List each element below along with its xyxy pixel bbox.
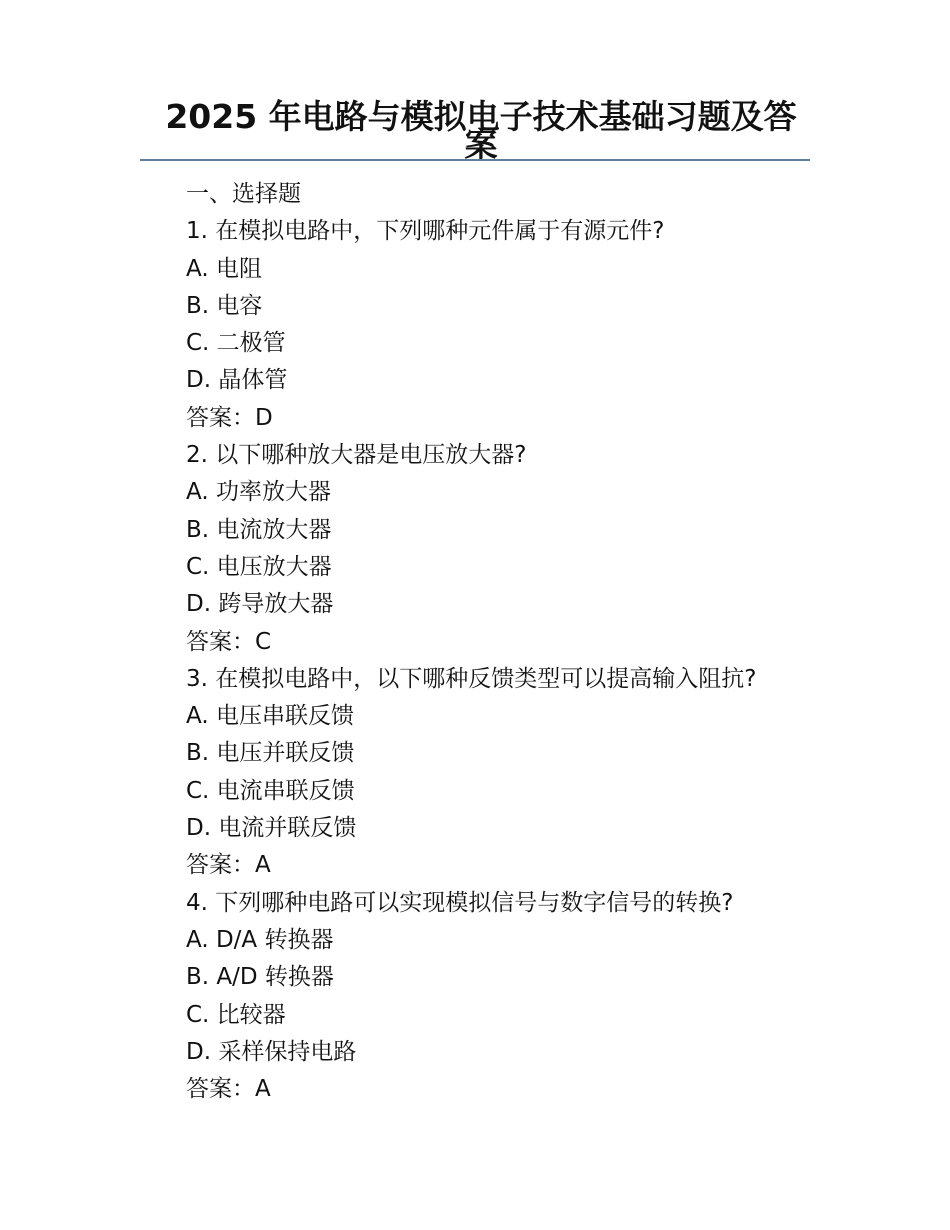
question-block-4 <box>186 885 826 1109</box>
document-title: 2025 年电路与模拟电子技术基础习题及答案 <box>165 97 797 164</box>
question-block-1 <box>186 213 826 437</box>
option-c: C. 二极管 <box>186 330 286 357</box>
answer-text: 答案：A <box>186 1076 271 1103</box>
answer-text: 答案：D <box>186 404 273 431</box>
section-heading: 一、选择题 <box>186 181 301 207</box>
title-block <box>140 97 810 164</box>
option-b: B. 电流放大器 <box>186 516 332 543</box>
option-c: C. 电压放大器 <box>186 553 332 580</box>
question-text: 4. 下列哪种电路可以实现模拟信号与数字信号的转换? <box>186 889 734 916</box>
option-a: A. 电压串联反馈 <box>186 703 354 730</box>
question-text: 1. 在模拟电路中，下列哪种元件属于有源元件? <box>186 218 665 245</box>
option-c: C. 电流串联反馈 <box>186 777 355 804</box>
title-divider <box>140 159 810 161</box>
question-block-2 <box>186 437 826 661</box>
option-d: D. 晶体管 <box>186 367 288 394</box>
question-text: 2. 以下哪种放大器是电压放大器? <box>186 442 527 469</box>
question-text: 3. 在模拟电路中，以下哪种反馈类型可以提高输入阻抗? <box>186 665 757 692</box>
option-b: B. 电压并联反馈 <box>186 740 355 767</box>
option-b: B. 电容 <box>186 292 263 319</box>
option-c: C. 比较器 <box>186 1001 286 1028</box>
document-body <box>186 176 826 1108</box>
option-a: A. 功率放大器 <box>186 479 331 506</box>
option-a: A. D/A 转换器 <box>186 926 334 953</box>
option-d: D. 采样保持电路 <box>186 1038 357 1065</box>
option-d: D. 电流并联反馈 <box>186 815 357 842</box>
answer-text: 答案：C <box>186 628 272 655</box>
option-b: B. A/D 转换器 <box>186 964 334 991</box>
question-block-3 <box>186 661 826 885</box>
option-a: A. 电阻 <box>186 255 262 282</box>
option-d: D. 跨导放大器 <box>186 591 334 618</box>
answer-text: 答案：A <box>186 852 271 879</box>
